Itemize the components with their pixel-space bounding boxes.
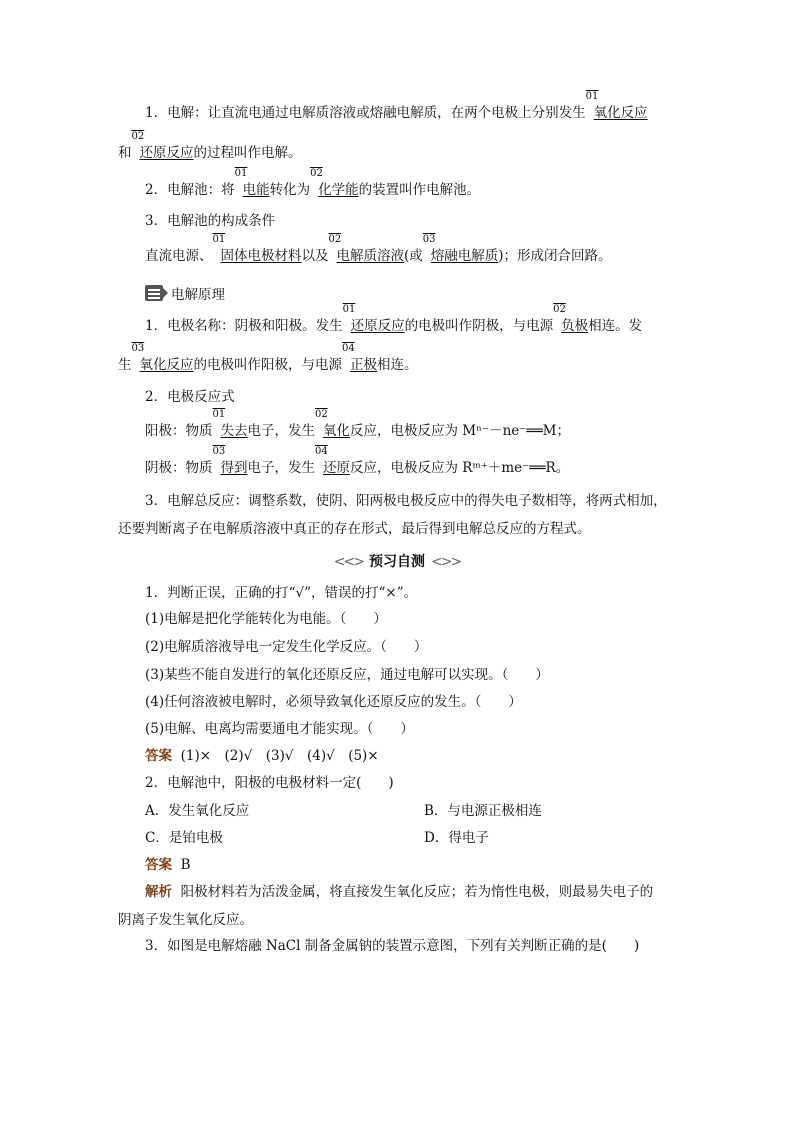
question-2-analysis [145, 882, 653, 902]
section-heading [145, 283, 225, 303]
blank-03 [212, 446, 248, 478]
cell-conditions [145, 234, 612, 266]
text: 1．电解：让直流电通过电解质溶液或熔融电解质，在两个电极上分别发生 [145, 105, 586, 121]
text: 反应，电极反应为 Mⁿ⁻－ne⁻══M； [350, 423, 570, 439]
text: (或 [404, 248, 423, 264]
blank-03 [422, 234, 499, 266]
blank-answer: 氧化 [323, 423, 350, 439]
text: 的电极叫作阴极，与电源 [404, 318, 554, 334]
cell-conditions-heading: 3．电解池的构成条件 [145, 213, 276, 229]
blank-number: 02 [328, 234, 342, 245]
option-d: D．得电子 [424, 830, 489, 846]
question-1: 1．判断正误，正确的打“√”，错误的打“×”。 [145, 585, 418, 601]
answer-label: 答案 [145, 748, 172, 764]
blank-number: 01 [585, 91, 599, 102]
blank-01 [234, 168, 270, 200]
question-3: 3．如图是电解熔融 NaCl 制备金属钠的装置示意图，下列有关判断正确的是( ) [145, 938, 640, 954]
blank-01 [212, 409, 248, 441]
banner-left-decoration: <<> [333, 554, 363, 570]
text: 阳极：物质 [145, 423, 213, 439]
blank-number: 01 [212, 234, 226, 245]
blank-answer: 还原 [323, 460, 350, 476]
text: 2．电解池：将 [145, 182, 235, 198]
blank-01 [585, 91, 648, 123]
definition-electrolysis-cont [118, 131, 302, 163]
electrode-names-cont [118, 343, 418, 375]
question-2-answer [145, 855, 191, 875]
blank-01 [212, 234, 302, 266]
notes-icon [145, 285, 163, 301]
electrode-reaction-heading: 2．电极反应式 [145, 389, 235, 405]
text: 以及 [301, 248, 329, 264]
anode-reaction [145, 409, 570, 441]
total-reaction-cont: 还要判断离子在电解质溶液中真正的存在形式，最后得到电解总反应的方程式。 [118, 521, 591, 537]
blank-answer: 电能 [242, 182, 270, 198]
blank-number: 03 [131, 343, 145, 354]
option-b: B．与电源正极相连 [424, 803, 542, 819]
blank-number: 03 [212, 446, 226, 457]
self-test-banner [0, 551, 794, 571]
blank-answer: 氧化反应 [139, 357, 194, 373]
blank-number: 04 [315, 446, 328, 457]
blank-02 [328, 234, 405, 266]
blank-02 [553, 304, 589, 336]
blank-04 [342, 343, 377, 375]
question-1-item: (5)电解、电离均需要通电才能实现。（ ） [145, 721, 414, 737]
definition-electrolysis [145, 91, 648, 123]
text: 相连。发 [588, 318, 643, 334]
question-1-item: (1)电解是把化学能转化为电能。（ ） [145, 611, 387, 627]
banner-right-decoration: <>> [431, 554, 461, 570]
blank-number: 02 [553, 304, 566, 315]
blank-answer: 氧化反应 [593, 105, 648, 121]
text: 直流电源、 [145, 248, 213, 264]
answer-text: B [180, 857, 191, 873]
blank-answer: 失去 [220, 423, 248, 439]
answer-label: 答案 [145, 857, 172, 873]
text: 的电极叫作阳极，与电源 [193, 357, 342, 373]
text: 的过程叫作电解。 [193, 145, 302, 161]
banner-title: 预习自测 [369, 554, 425, 570]
blank-answer: 还原反应 [139, 145, 194, 161]
blank-number: 01 [212, 409, 226, 420]
text: 转化为 [269, 182, 311, 198]
text: 反应，电极反应为 Rᵐ⁺＋me⁻══R。 [350, 460, 570, 476]
question-1-item: (2)电解质溶液导电一定发生化学反应。（ ） [145, 639, 428, 655]
analysis-text: 阳极材料若为活泼金属，将直接发生氧化反应；若为惰性电极，则最易失电子的 [180, 884, 654, 900]
blank-02 [315, 409, 350, 441]
text: 生 [118, 357, 132, 373]
blank-number: 02 [131, 131, 145, 142]
text: 相连。 [377, 357, 418, 373]
blank-answer: 负极 [561, 318, 589, 334]
answer-text: (1)× (2)√ (3)√ (4)√ (5)× [180, 748, 379, 764]
blank-number: 02 [310, 168, 323, 179]
blank-02 [310, 168, 359, 200]
text: 和 [118, 145, 132, 161]
blank-answer: 还原反应 [350, 318, 405, 334]
cathode-reaction [145, 446, 570, 478]
electrode-names [145, 304, 643, 336]
text: 阴极：物质 [145, 460, 213, 476]
blank-number: 01 [342, 304, 356, 315]
blank-number: 03 [422, 234, 436, 245]
text: 电子，发生 [247, 423, 315, 439]
blank-answer: 固体电极材料 [220, 248, 302, 264]
blank-number: 02 [315, 409, 328, 420]
text: 电子，发生 [247, 460, 315, 476]
option-c: C．是铂电极 [145, 830, 223, 846]
text: 1．电极名称：阴极和阳极。发生 [145, 318, 343, 334]
total-reaction: 3．电解总反应：调整系数，使阴、阳两极电极反应中的得失电子数相等，将两式相加， [145, 493, 667, 509]
text: )；形成闭合回路。 [498, 248, 612, 264]
blank-answer: 熔融电解质 [430, 248, 499, 264]
question-1-item: (4)任何溶液被电解时，必须导致氧化还原反应的发生。（ ） [145, 694, 522, 710]
blank-answer: 得到 [220, 460, 248, 476]
question-2: 2．电解池中，阳极的电极材料一定( ) [145, 775, 394, 791]
question-2-analysis-cont: 阴离子发生氧化反应。 [118, 912, 253, 928]
blank-01 [342, 304, 405, 336]
option-a: A．发生氧化反应 [145, 803, 250, 819]
blank-answer: 化学能 [318, 182, 359, 198]
text: 的装置叫作电解池。 [358, 182, 481, 198]
analysis-label: 解析 [145, 884, 172, 900]
blank-answer: 正极 [350, 357, 377, 373]
question-1-item: (3)某些不能自发进行的氧化还原反应，通过电解可以实现。（ ） [145, 667, 549, 683]
blank-number: 04 [342, 343, 355, 354]
section-title: 电解原理 [171, 287, 225, 303]
blank-04 [315, 446, 350, 478]
question-1-answer [145, 746, 379, 766]
blank-answer: 电解质溶液 [336, 248, 404, 264]
blank-number: 01 [234, 168, 248, 179]
blank-02 [131, 131, 194, 163]
definition-electrolytic-cell [145, 168, 481, 200]
blank-03 [131, 343, 194, 375]
